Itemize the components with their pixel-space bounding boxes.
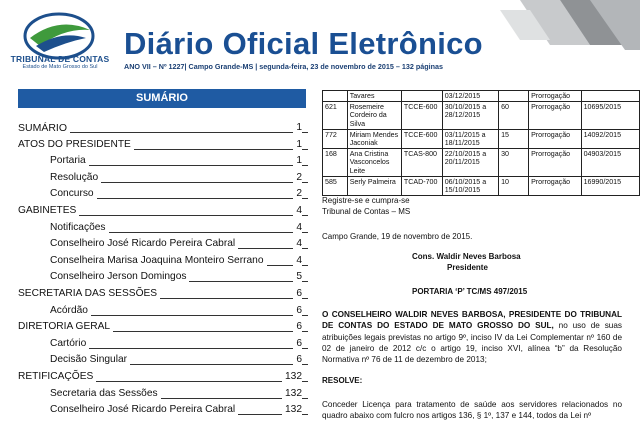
toc-entry[interactable] [18,286,308,303]
toc-label: Conselheiro José Ricardo Pereira Cabral [18,236,238,253]
summary-heading: SUMÁRIO [18,89,306,108]
table-cell-name: Rosemeire Cordeiro da Silva [347,102,401,130]
table-cell-days: 60 [499,102,529,130]
table-cell-num: 168 [323,149,348,177]
table-cell-num: 585 [323,176,348,195]
table-row [323,102,640,130]
table-cell-dates: 30/10/2015 a 28/12/2015 [442,102,498,130]
toc-page-number: 132 [282,386,302,403]
toc-entry[interactable] [18,386,308,403]
table-cell-dates: 06/10/2015 a 15/10/2015 [442,176,498,195]
signer-name: Cons. Waldir Neves Barbosa [412,252,521,261]
toc-label: DIRETORIA GERAL [18,319,113,336]
toc-label: Cartório [18,336,89,353]
toc-page-number: 4 [293,220,302,237]
toc-label: Resolução [18,170,101,187]
toc-entry[interactable] [18,319,308,336]
table-cell-num: 621 [323,102,348,130]
toc-page-number: 132 [282,369,302,386]
toc-entry[interactable] [18,120,308,137]
table-cell-code: TCCE-600 [401,102,442,130]
license-table [322,90,640,196]
table-cell-name: Tavares [347,91,401,102]
edition-info: ANO VII – Nº 1227| Campo Grande-MS | segunda-feira, 23 de novembro de 2015 – 132 páginas [124,62,444,71]
toc-entry[interactable] [18,137,308,154]
toc-label: RETIFICAÇÕES [18,369,96,386]
table-cell-days [499,91,529,102]
table-cell-code [401,91,442,102]
toc-entry[interactable] [18,220,308,237]
table-cell-type: Prorrogação [529,129,582,148]
toc-entry[interactable] [18,336,308,353]
toc-page-number: 1 [293,153,302,170]
table-cell-process: 16990/2015 [581,176,639,195]
table-cell-process [581,91,639,102]
table-cell-dates: 03/12/2015 [442,91,498,102]
toc-entry[interactable] [18,269,308,286]
table-cell-code: TCAS-800 [401,149,442,177]
toc-entry[interactable] [18,153,308,170]
table-cell-code: TCAD-700 [401,176,442,195]
toc-label: ATOS DO PRESIDENTE [18,137,134,154]
logo-title: TRIBUNAL DE CONTAS [10,54,110,64]
register-line-2: Tribunal de Contas – MS [322,207,411,216]
table-cell-name: Serly Palmeira [347,176,401,195]
toc-entry[interactable] [18,236,308,253]
toc-label: Concurso [18,186,97,203]
table-cell-name: Miriam Mendes Jaconiak [347,129,401,148]
table-cell-dates: 03/11/2015 a 18/11/2015 [442,129,498,148]
table-row [323,149,640,177]
signer-role: Presidente [447,263,488,272]
toc-page-number: 4 [293,203,302,220]
toc-entry[interactable] [18,352,308,369]
table-cell-num [323,91,348,102]
toc-label: GABINETES [18,203,79,220]
toc-page-number: 1 [293,137,302,154]
toc-page-number: 4 [293,236,302,253]
table-cell-code: TCCE-600 [401,129,442,148]
toc-label: Conselheira Marisa Joaquina Monteiro Serrano [18,253,267,270]
toc-page-number: 2 [293,170,302,187]
table-cell-process: 10695/2015 [581,102,639,130]
table-cell-process: 14092/2015 [581,129,639,148]
portaria-title: PORTARIA ‘P’ TC/MS 497/2015 [412,287,528,296]
intro-bold: O CONSELHEIRO WALDIR NEVES BARBOSA, PRESIDENTE DO TRIBUNAL DE CONTAS DO ESTADO DE MATO GROSSO DO SUL, [322,310,622,331]
toc-label: Conselheiro José Ricardo Pereira Cabral [18,402,238,419]
toc-entry[interactable] [18,402,308,419]
table-cell-num: 772 [323,129,348,148]
toc-label: Conselheiro Jerson Domingos [18,269,189,286]
table-cell-type: Prorrogação [529,176,582,195]
toc-label: SUMÁRIO [18,120,70,137]
toc-page-number: 5 [293,269,302,286]
toc-entry[interactable] [18,369,308,386]
toc-entry[interactable] [18,303,308,320]
toc-label: Decisão Singular [18,352,130,369]
toc-entry[interactable] [18,186,308,203]
toc-entry[interactable] [18,203,308,220]
toc-page-number: 6 [293,352,302,369]
toc-label: Notificações [18,220,109,237]
table-cell-name: Ana Cristina Vasconcelos Leite [347,149,401,177]
table-row [323,129,640,148]
place-date: Campo Grande, 19 de novembro de 2015. [322,232,473,241]
toc-page-number: 132 [282,402,302,419]
logo-subtitle: Estado de Mato Grosso do Sul [22,64,98,70]
table-cell-process: 04903/2015 [581,149,639,177]
table-row [323,91,640,102]
portaria-intro [322,309,622,365]
table-cell-type: Prorrogação [529,102,582,130]
table-cell-type: Prorrogação [529,149,582,177]
intro-text: no uso de suas atribuições legais previstas no artigo 9º, inciso IV da Lei Complementar nº 160 de 02 de janeiro de 2012 c/c o artigo 19, inciso XVI, alínea “b” da Resolução Normativa nº 76 de 11 de dezembro de 2013; [322,321,622,365]
register-line-1: Registre-se e cumpra-se [322,196,410,205]
toc-page-number: 6 [293,319,302,336]
toc-label: Portaria [18,153,89,170]
toc-label: Acórdão [18,303,91,320]
table-cell-dates: 22/10/2015 a 20/11/2015 [442,149,498,177]
toc-label: Secretaria das Sessões [18,386,161,403]
toc-page-number: 6 [293,303,302,320]
table-of-contents [18,120,308,419]
toc-page-number: 2 [293,186,302,203]
table-row [323,176,640,195]
concede-paragraph: Conceder Licença para tratamento de saúde aos servidores relacionados no quadro abaixo com fulcro nos artigos 136, § 1º, 137 e 144, todos da Lei nº [322,400,622,421]
toc-page-number: 6 [293,286,302,303]
publication-title: Diário Oficial Eletrônico [124,26,483,61]
toc-page-number: 1 [293,120,302,137]
table-cell-days: 15 [499,129,529,148]
toc-label: SECRETARIA DAS SESSÕES [18,286,160,303]
table-cell-days: 30 [499,149,529,177]
toc-entry[interactable] [18,253,308,270]
toc-page-number: 6 [293,336,302,353]
table-cell-type: Prorrogação [529,91,582,102]
masthead [0,0,640,80]
toc-page-number: 4 [293,253,302,270]
resolve-label: RESOLVE: [322,376,363,385]
table-cell-days: 10 [499,176,529,195]
toc-entry[interactable] [18,170,308,187]
